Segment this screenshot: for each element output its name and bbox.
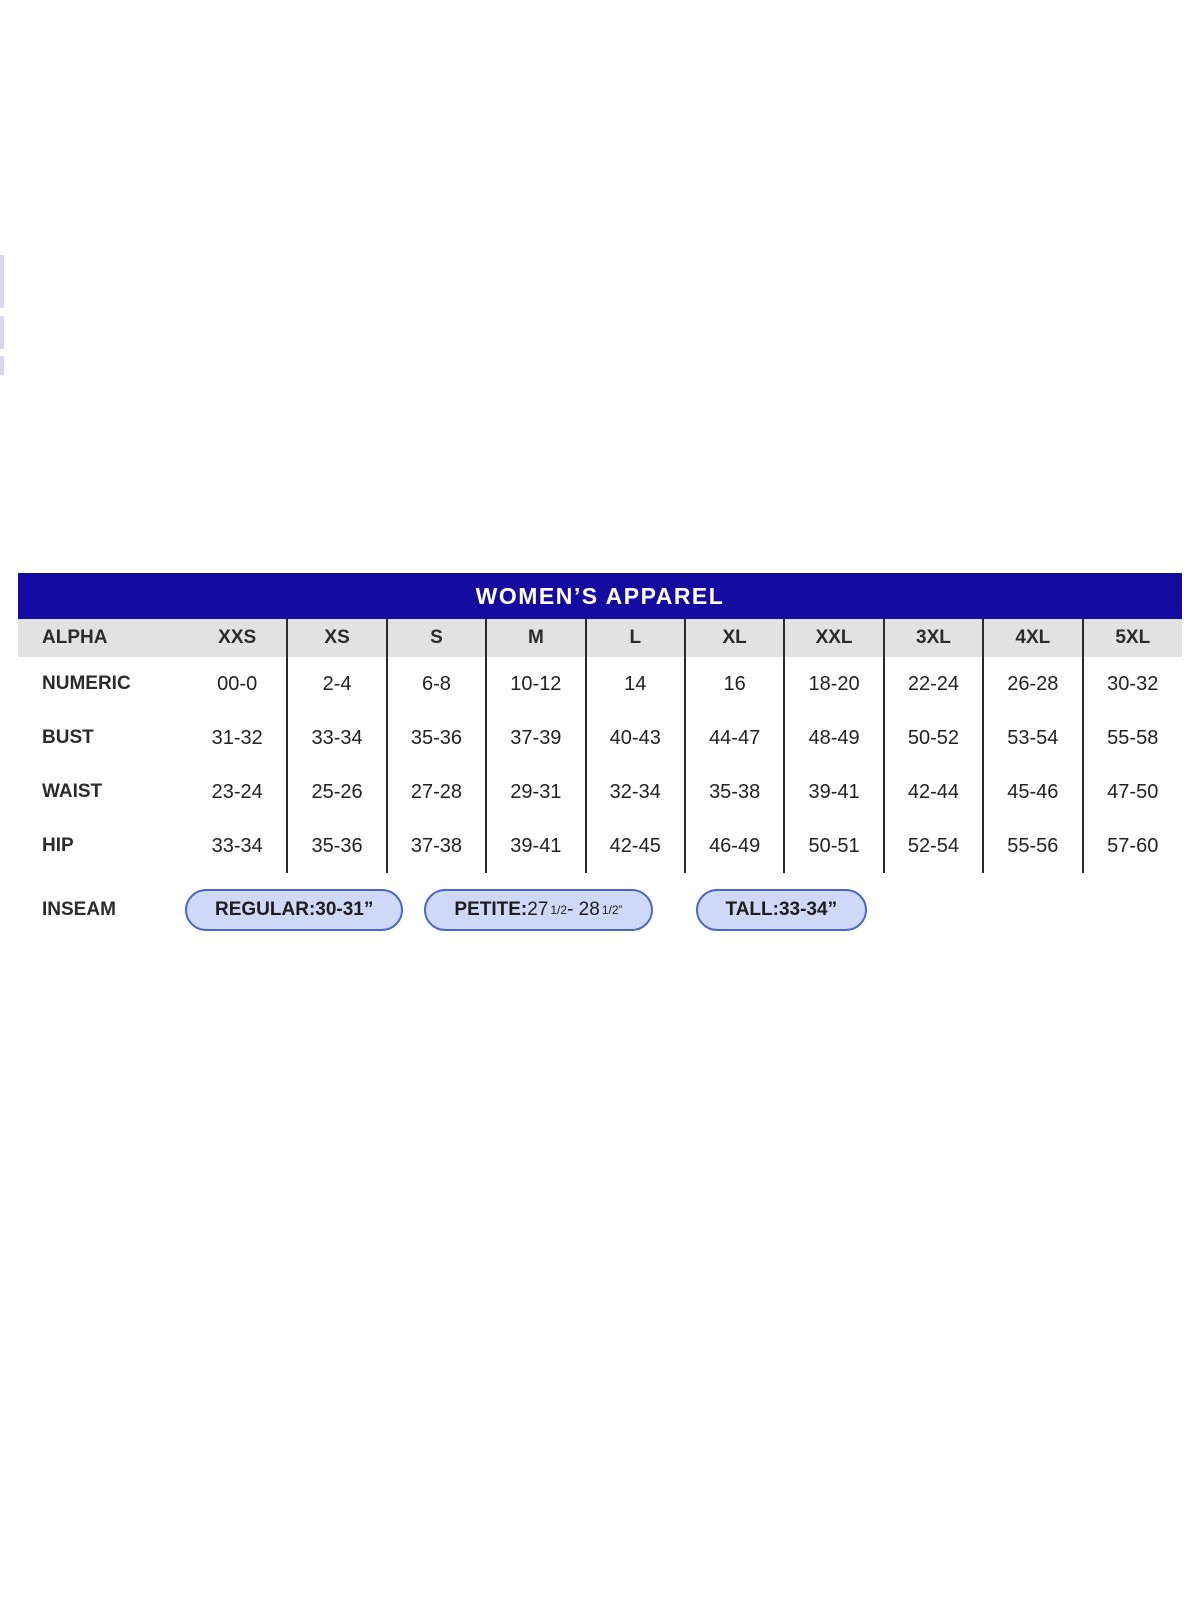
pill-value: - 28: [567, 899, 600, 920]
col-header-alpha: ALPHA: [18, 619, 188, 657]
pill-label: TALL:: [725, 899, 779, 920]
table-row-waist: [18, 765, 1182, 819]
pill-value: 30-31”: [315, 899, 374, 920]
size-cell: 45-46: [983, 765, 1082, 819]
size-cell: 37-39: [486, 711, 585, 765]
col-header-4xl: 4XL: [983, 619, 1082, 657]
size-cell: 32-34: [586, 765, 685, 819]
size-cell: 10-12: [486, 657, 585, 711]
size-cell: 31-32: [211, 726, 263, 749]
size-cell: 33-34: [211, 834, 263, 857]
size-cell: 00-0: [217, 672, 258, 695]
row-label: NUMERIC: [42, 673, 131, 694]
col-header-s: S: [387, 619, 486, 657]
size-cell: 55-56: [983, 819, 1082, 873]
row-label: WAIST: [42, 781, 103, 802]
size-cell: 46-49: [685, 819, 784, 873]
size-cell: 25-26: [287, 765, 386, 819]
col-header-xxl: XXL: [784, 619, 883, 657]
size-cell: 33-34: [287, 711, 386, 765]
size-cell: 26-28: [983, 657, 1082, 711]
size-chart: [18, 573, 1182, 931]
pill-label: REGULAR:: [215, 899, 316, 920]
size-cell: 50-52: [884, 711, 983, 765]
size-cell: 50-51: [784, 819, 883, 873]
table-row-bust: [18, 711, 1182, 765]
size-cell: 35-36: [287, 819, 386, 873]
pill-value: 27: [527, 899, 549, 920]
size-cell: 53-54: [983, 711, 1082, 765]
size-cell: 39-41: [784, 765, 883, 819]
size-table-header-row: [18, 619, 1182, 657]
size-cell: 22-24: [884, 657, 983, 711]
size-cell: 42-44: [884, 765, 983, 819]
inseam-pill-tall: [696, 889, 868, 931]
size-cell: 2-4: [287, 657, 386, 711]
pill-label: PETITE:: [454, 899, 528, 920]
size-cell: 40-43: [586, 711, 685, 765]
row-label: HIP: [42, 835, 74, 856]
row-label: BUST: [42, 727, 94, 748]
size-cell: 52-54: [884, 819, 983, 873]
size-cell: 47-50: [1083, 765, 1182, 819]
left-edge-artifact: [0, 356, 4, 375]
size-cell: 16: [685, 657, 784, 711]
col-header-xl: XL: [685, 619, 784, 657]
pill-value: 33-34”: [778, 899, 838, 920]
size-cell: 42-45: [586, 819, 685, 873]
size-cell: 48-49: [784, 711, 883, 765]
left-edge-artifact: [0, 255, 4, 308]
inseam-row: [18, 889, 1182, 931]
table-row-numeric: [18, 657, 1182, 711]
left-edge-artifact: [0, 316, 4, 349]
size-cell: 55-58: [1083, 711, 1182, 765]
col-header-m: M: [486, 619, 585, 657]
chart-title-bar: [18, 573, 1182, 619]
size-cell: 37-38: [387, 819, 486, 873]
size-cell: 29-31: [486, 765, 585, 819]
size-cell: 39-41: [486, 819, 585, 873]
size-cell: 35-38: [685, 765, 784, 819]
inseam-pill-petite: PETITE: 27 1/2 - 28 1/2”: [424, 889, 652, 931]
size-cell: 6-8: [387, 657, 486, 711]
size-cell: 44-47: [685, 711, 784, 765]
inseam-pill-regular: [185, 889, 403, 931]
size-cell: 57-60: [1083, 819, 1182, 873]
size-cell: 18-20: [784, 657, 883, 711]
size-cell: 30-32: [1083, 657, 1182, 711]
size-cell: 14: [586, 657, 685, 711]
size-cell: 27-28: [387, 765, 486, 819]
col-header-3xl: 3XL: [884, 619, 983, 657]
size-cell: 23-24: [211, 780, 263, 803]
col-header-xxs: XXS: [188, 619, 287, 657]
size-cell: 35-36: [387, 711, 486, 765]
size-table: [18, 619, 1182, 873]
col-header-xs: XS: [287, 619, 386, 657]
col-header-5xl: 5XL: [1083, 619, 1182, 657]
row-label-inseam: INSEAM: [42, 899, 116, 920]
col-header-l: L: [586, 619, 685, 657]
chart-title: WOMEN’S APPAREL: [475, 582, 725, 609]
table-row-hip: [18, 819, 1182, 873]
